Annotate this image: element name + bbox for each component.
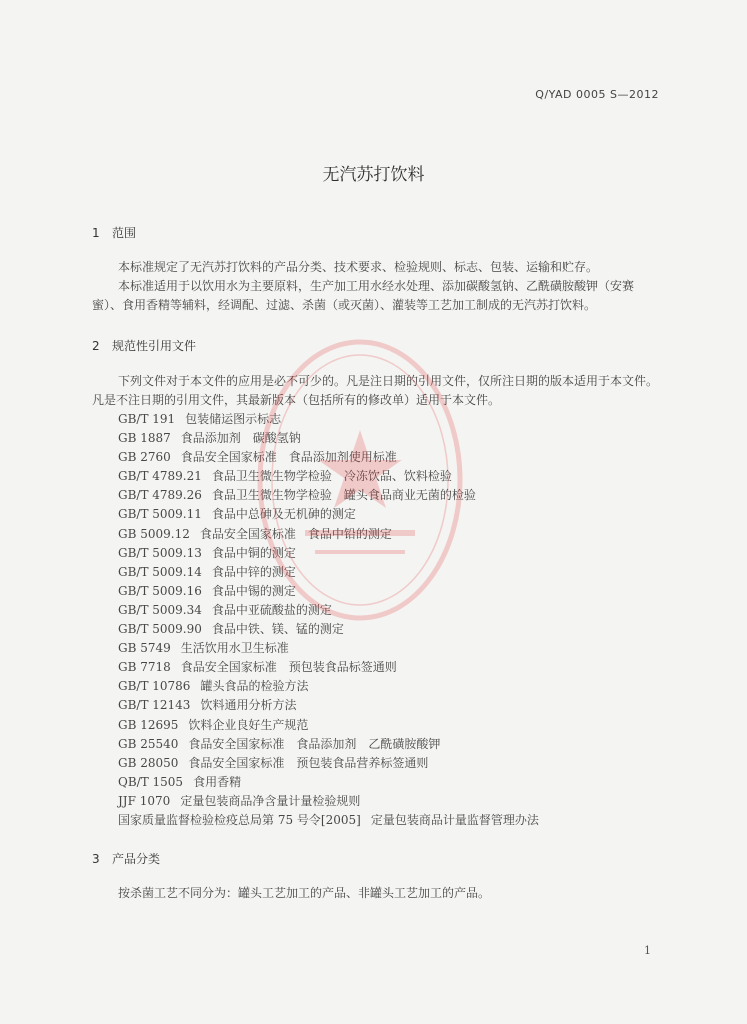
reference-title: 食品安全国家标准 食品添加剂 乙酰磺胺酸钾 [188, 736, 441, 751]
section-1-heading [92, 224, 136, 241]
reference-code: GB/T 5009.11 [118, 507, 202, 522]
section-number: 3 [92, 852, 100, 866]
reference-title: 食品中锡的测定 [211, 583, 296, 598]
reference-item [118, 525, 539, 544]
reference-item [118, 429, 539, 448]
section-3-paragraph-1: 按杀菌工艺不同分为：罐头工艺加工的产品、非罐头工艺加工的产品。 [118, 886, 491, 900]
reference-item [118, 716, 539, 735]
reference-code: GB/T 5009.34 [118, 602, 202, 617]
section-number: 2 [92, 339, 100, 353]
reference-list [118, 410, 539, 830]
reference-code: GB/T 5009.90 [118, 622, 202, 637]
reference-code: GB 2760 [118, 450, 171, 465]
section-title: 规范性引用文件 [112, 339, 197, 353]
reference-code: GB 25540 [118, 736, 179, 751]
reference-title: 食品中亚硫酸盐的测定 [211, 602, 332, 617]
reference-item [118, 639, 539, 658]
reference-title: 食品中铁、镁、锰的测定 [211, 622, 344, 637]
reference-item [118, 505, 539, 524]
reference-item [118, 696, 539, 715]
reference-title: 食品中铜的测定 [211, 545, 296, 560]
reference-title: 包装储运图示标志 [185, 412, 282, 426]
reference-item [118, 773, 539, 792]
reference-code: GB 5009.12 [118, 526, 190, 541]
reference-item [118, 467, 539, 486]
reference-code: GB/T 10786 [118, 679, 191, 694]
reference-item [118, 620, 539, 639]
reference-code: GB/T 191 [118, 412, 176, 426]
reference-item [118, 601, 539, 620]
reference-title: 定量包装商品净含量计量检验规则 [180, 793, 361, 808]
reference-title: 食品卫生微生物学检验 冷冻饮品、饮料检验 [211, 469, 452, 484]
reference-item [118, 486, 539, 505]
reference-item [118, 792, 539, 811]
reference-code: GB 5749 [118, 641, 171, 656]
page-number: 1 [644, 944, 651, 957]
reference-item [118, 811, 539, 830]
reference-title: 食用香精 [193, 774, 242, 789]
reference-title: 食品安全国家标准 预包装食品标签通则 [180, 660, 397, 675]
reference-code: GB/T 5009.14 [118, 564, 202, 579]
reference-title: 食品中总砷及无机砷的测定 [211, 507, 356, 522]
reference-code: GB 28050 [118, 755, 179, 770]
reference-title: 食品中锌的测定 [211, 564, 296, 579]
reference-item [118, 582, 539, 601]
section-3-heading [92, 850, 160, 867]
reference-title: 食品安全国家标准 食品添加剂使用标准 [180, 450, 397, 465]
reference-item [118, 544, 539, 563]
reference-title: 食品安全国家标准 食品中铅的测定 [199, 526, 392, 541]
reference-title: 生活饮用水卫生标准 [180, 641, 289, 656]
reference-item [118, 448, 539, 467]
reference-title: 食品添加剂 碳酸氢钠 [180, 431, 301, 446]
reference-code: JJF 1070 [118, 793, 171, 808]
section-title: 范围 [112, 226, 137, 240]
reference-title: 饮料企业良好生产规范 [188, 717, 309, 732]
reference-item [118, 563, 539, 582]
section-1-paragraph-1: 本标准规定了无汽苏打饮料的产品分类、技术要求、检验规则、标志、包装、运输和贮存。 [118, 260, 599, 274]
reference-title: 饮料通用分析方法 [200, 698, 297, 713]
reference-title: 定量包装商品计量监督管理办法 [370, 812, 539, 827]
reference-title: 食品卫生微生物学检验 罐头食品商业无菌的检验 [211, 488, 476, 503]
document-title: 无汽苏打饮料 [322, 165, 425, 185]
reference-item [118, 410, 539, 429]
reference-code: 国家质量监督检验检疫总局第 75 号令[2005] [118, 812, 361, 827]
reference-code: GB 1887 [118, 431, 171, 446]
reference-code: GB 7718 [118, 660, 171, 675]
section-number: 1 [92, 226, 100, 240]
reference-code: GB/T 12143 [118, 698, 191, 713]
reference-item [118, 735, 539, 754]
reference-item [118, 677, 539, 696]
section-2-paragraph-1: 下列文件对于本文件的应用是必不可少的。凡是注日期的引用文件，仅所注日期的版本适用于本文件。凡是不注日期的引用文件，其最新版本（包括所有的修改单）适用于本文件。 [92, 374, 659, 407]
section-1-paragraph-2: 本标准适用于以饮用水为主要原料，生产加工用水经水处理、添加碳酸氢钠、乙酰磺胺酸钾（安赛蜜）、食用香精等辅料，经调配、过滤、杀菌（或灭菌）、灌装等工艺加工制成的无汽苏打饮料。 [92, 279, 635, 312]
reference-code: GB/T 4789.26 [118, 488, 202, 503]
reference-title: 罐头食品的检验方法 [200, 679, 309, 694]
document-code: Q/YAD 0005 S—2012 [535, 88, 659, 101]
reference-code: GB/T 5009.16 [118, 583, 202, 598]
reference-code: QB/T 1505 [118, 774, 184, 789]
reference-item [118, 754, 539, 773]
reference-code: GB 12695 [118, 717, 179, 732]
reference-title: 食品安全国家标准 预包装食品营养标签通则 [188, 755, 429, 770]
section-title: 产品分类 [112, 852, 161, 866]
reference-code: GB/T 4789.21 [118, 469, 202, 484]
reference-code: GB/T 5009.13 [118, 545, 202, 560]
section-2-heading [92, 337, 196, 354]
reference-item [118, 658, 539, 677]
